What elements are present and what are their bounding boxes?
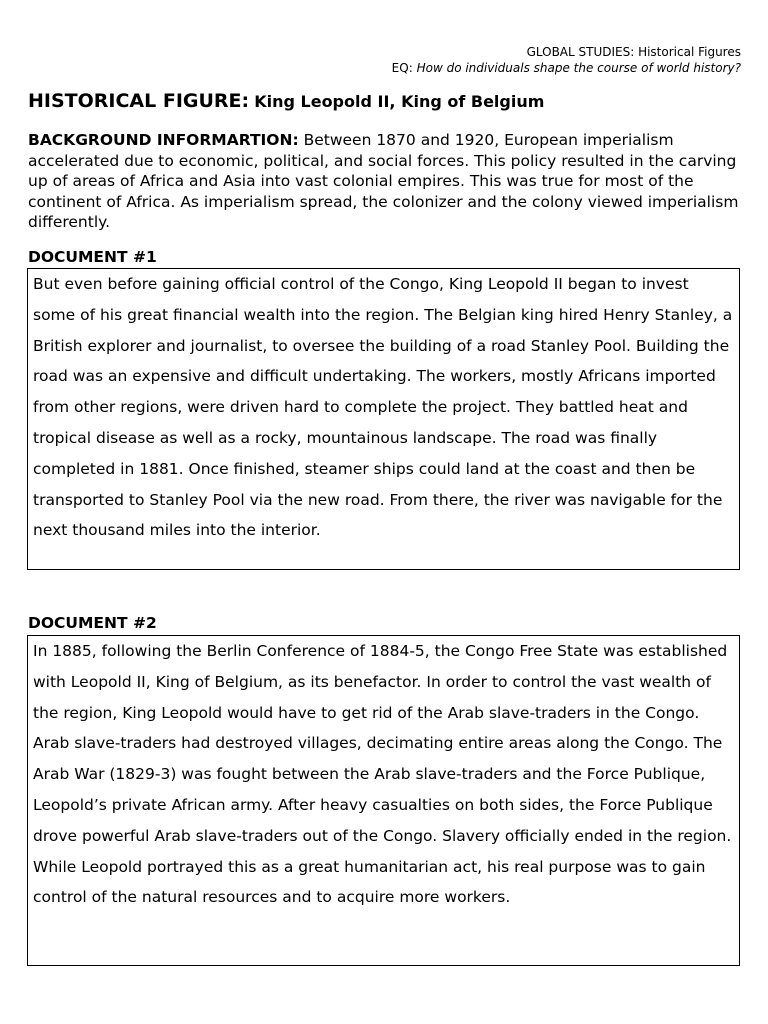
- essential-question: [392, 60, 741, 76]
- document-1-text: But even before gaining official control of the Congo, King Leopold II began to invest some of his great financial wealth into the region. The Belgian king hired Henry Stanley, a British explorer and journalist, to oversee the building of a road Stanley Pool. Building the road was an expensive and difficult undertaking. The workers, mostly Africans imported from other regions, were driven hard to complete the project. They battled heat and tropical disease as well as a rocky, mountainous landscape. The road was finally completed in 1881. Once finished, steamer ships could land at the coast and then be transported to Stanley Pool via the new road. From there, the river was navigable for the next thousand miles into the interior.: [33, 275, 733, 540]
- title-label: HISTORICAL FIGURE:: [28, 90, 250, 112]
- page-header: [392, 44, 741, 76]
- document-1-box: [27, 268, 740, 570]
- page-title: [28, 90, 544, 112]
- document-1-heading: DOCUMENT #1: [28, 248, 157, 266]
- background-label: BACKGROUND INFORMARTION:: [28, 131, 299, 149]
- title-name: King Leopold II, King of Belgium: [254, 92, 545, 111]
- course-title: GLOBAL STUDIES: Historical Figures: [526, 45, 741, 59]
- eq-label: EQ:: [391, 61, 413, 75]
- eq-question: How do individuals shape the course of world history?: [416, 61, 741, 75]
- document-2-heading: DOCUMENT #2: [28, 614, 157, 632]
- background-section: [28, 130, 748, 233]
- background-text: Between 1870 and 1920, European imperialism accelerated due to economic, political, and social forces. This policy resulted in the carving up of areas of Africa and Asia into vast colonial empires. This was true for most of the continent of Africa. As imperialism spread, the colonizer and the colony viewed imperialism differently.: [28, 131, 739, 231]
- document-2-text: In 1885, following the Berlin Conference of 1884-5, the Congo Free State was established with Leopold II, King of Belgium, as its benefactor. In order to control the vast wealth of the region, King Leopold would have to get rid of the Arab slave-traders in the Congo. Arab slave-traders had destroyed villages, decimating entire areas along the Congo. The Arab War (1829-3) was fought between the Arab slave-traders and the Force Publique, Leopold’s private African army. After heavy casualties on both sides, the Force Publique drove powerful Arab slave-traders out of the Congo. Slavery officially ended in the region. While Leopold portrayed this as a great humanitarian act, his real purpose was to gain control of the natural resources and to acquire more workers.: [33, 642, 732, 907]
- document-2-box: [27, 635, 740, 966]
